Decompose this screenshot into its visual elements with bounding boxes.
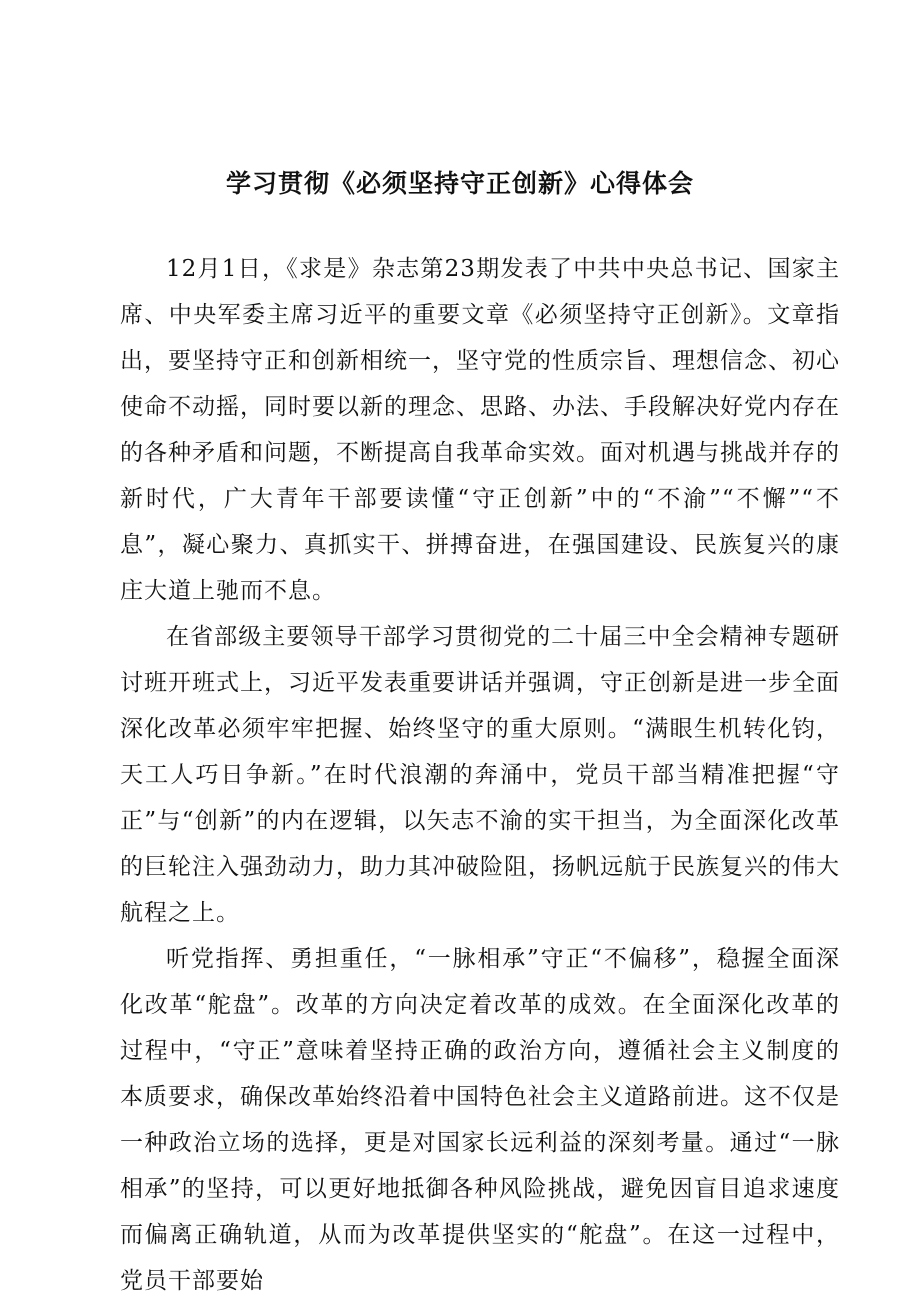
paragraph-1: 12月1日，《求是》杂志第23期发表了中共中央总书记、国家主席、中央军委主席习近平的重要文章《必须坚持守正创新》。文章指出，要坚持守正和创新相统一，坚守党的性质宗旨、理想信念、初心使命不动摇，同时要以新的理念、思路、办法、手段解决好党内存在的各种矛盾和问题，不断提高自我革命实效。面对机遇与挑战并存的新时代，广大青年干部要读懂“守正创新”中的“不渝”“不懈”“不息”，凝心聚力、真抓实干、拼搏奋进，在强国建设、民族复兴的康庄大道上驰而不息。	[120, 256, 840, 604]
paragraph-2: 在省部级主要领导干部学习贯彻党的二十届三中全会精神专题研讨班开班式上，习近平发表重要讲话并强调，守正创新是进一步全面深化改革必须牢牢把握、始终坚守的重大原则。“满眼生机转化钧，天工人巧日争新。”在时代浪潮的奔涌中，党员干部当精准把握“守正”与“创新”的内在逻辑，以矢志不渝的实干担当，为全面深化改革的巨轮注入强劲动力，助力其冲破险阻，扬帆远航于民族复兴的伟大航程之上。	[120, 624, 840, 926]
paragraph-3: 听党指挥、勇担重任，“一脉相承”守正“不偏移”，稳握全面深化改革“舵盘”。改革的方向决定着改革的成效。在全面深化改革的过程中，“守正”意味着坚持正确的政治方向，遵循社会主义制度的本质要求，确保改革始终沿着中国特色社会主义道路前进。这不仅是一种政治立场的选择，更是对国家长远利益的深刻考量。通过“一脉相承”的坚持，可以更好地抵御各种风险挑战，避免因盲目追求速度而偏离正确轨道，从而为改革提供坚实的“舵盘”。在这一过程中，党员干部要始	[120, 946, 840, 1294]
document-title: 学习贯彻《必须坚持守正创新》心得体会	[225, 169, 694, 198]
document-body	[120, 246, 840, 1304]
